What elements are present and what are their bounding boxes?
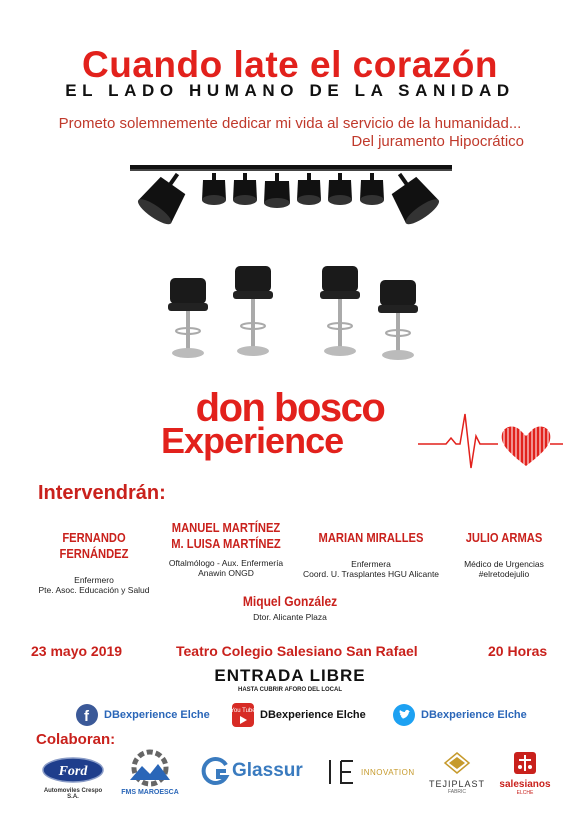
speaker-role: Coord. U. Trasplantes HGU Alicante <box>302 569 440 579</box>
glassur-text: Glassur <box>232 760 303 781</box>
event-time: 20 Horas <box>488 643 548 659</box>
sponsor-innovation <box>327 760 415 784</box>
speaker-miquel <box>225 593 355 622</box>
brand-experience: Experience <box>161 420 344 461</box>
innovation-logo-icon <box>327 760 357 784</box>
salesianos-caption: ELCHE <box>516 790 534 796</box>
speaker-role: Anawin ONGD <box>198 568 254 578</box>
speaker-role: Dtor. Alicante Plaza <box>253 612 327 622</box>
sponsors-heading: Colaboran: <box>36 731 116 748</box>
event-date: 23 mayo 2019 <box>31 643 123 659</box>
tejiplast-text: TEJIPLAST <box>428 779 485 789</box>
svg-text:f: f <box>84 708 89 725</box>
fms-caption: FMS MAROESCA <box>121 789 179 796</box>
bar-stool-icon <box>168 266 418 360</box>
free-entry: ENTRADA LIBRE <box>214 666 366 685</box>
speaker-role: Oftalmólogo - Aux. Enfermería <box>168 558 284 568</box>
youtube-logo-text: You Tube <box>230 708 256 714</box>
speaker-role: Pte. Asoc. Educación y Salud <box>38 585 150 595</box>
speakers-heading: Intervendrán: <box>38 482 166 504</box>
speaker-manuel-luisa <box>156 520 296 578</box>
event-subtitle: EL LADO HUMANO DE LA SANIDAD <box>65 81 515 100</box>
speaker-marian <box>296 530 446 579</box>
twitter-link[interactable] <box>393 704 527 726</box>
speaker-role: Médico de Urgencias <box>464 559 544 569</box>
speaker-name: FERNANDO FERNÁNDEZ <box>59 530 129 561</box>
sponsor-ford <box>38 757 108 800</box>
innovation-text: INNOVATION <box>361 767 415 777</box>
twitter-handle: DBexperience Elche <box>421 709 527 721</box>
sponsor-salesianos <box>496 752 554 796</box>
ford-logo-text: Ford <box>58 764 88 779</box>
event-venue: Teatro Colegio Salesiano San Rafael <box>176 643 418 659</box>
salesianos-logo-icon <box>514 752 536 774</box>
stage-illustration <box>0 155 580 370</box>
speaker-name: Miquel González <box>242 593 338 609</box>
brand-don-bosco: don bosco <box>195 386 385 430</box>
speaker-name: MARIAN MIRALLES <box>318 530 424 545</box>
spotlight-icon <box>135 164 442 228</box>
youtube-icon <box>232 703 254 727</box>
speaker-fernando <box>24 530 164 595</box>
twitter-icon <box>393 704 415 726</box>
speaker-name: M. LUISA MARTÍNEZ <box>171 536 281 551</box>
glassur-logo-icon <box>200 757 230 785</box>
facebook-handle: DBexperience Elche <box>104 709 210 721</box>
sponsor-fms <box>118 746 182 796</box>
speaker-role: Enfermero <box>74 575 114 585</box>
speaker-julio <box>446 530 562 579</box>
fms-gear-icon <box>120 746 180 786</box>
youtube-link[interactable] <box>232 703 366 727</box>
capacity-note: HASTA CUBRIR AFORO DEL LOCAL <box>238 687 342 693</box>
youtube-handle: DBexperience Elche <box>260 709 366 721</box>
tejiplast-caption: FABRIC <box>447 789 467 795</box>
speaker-role: Enfermera <box>351 559 391 569</box>
hippocratic-quote: Prometo solemnemente dedicar mi vida al servicio de la humanidad... <box>58 115 522 132</box>
heartbeat-heart-icon <box>418 408 563 474</box>
sponsor-tejiplast <box>428 752 486 795</box>
lighting-truss <box>130 165 452 171</box>
quote-source: Del juramento Hipocrático <box>351 133 524 150</box>
facebook-link[interactable] <box>76 704 210 726</box>
speaker-role: #elretodejulio <box>478 569 530 579</box>
event-title: Cuando late el corazón <box>81 44 498 85</box>
speaker-name: MANUEL MARTÍNEZ <box>171 520 281 535</box>
speaker-name: JULIO ARMAS <box>465 530 543 545</box>
salesianos-text: salesianos <box>499 779 551 790</box>
tejiplast-logo-icon <box>444 752 470 774</box>
sponsor-glassur <box>200 757 303 785</box>
facebook-icon <box>76 704 98 726</box>
ford-logo-icon <box>42 757 104 783</box>
ford-caption: Automoviles Crespo S.A. <box>43 788 103 800</box>
